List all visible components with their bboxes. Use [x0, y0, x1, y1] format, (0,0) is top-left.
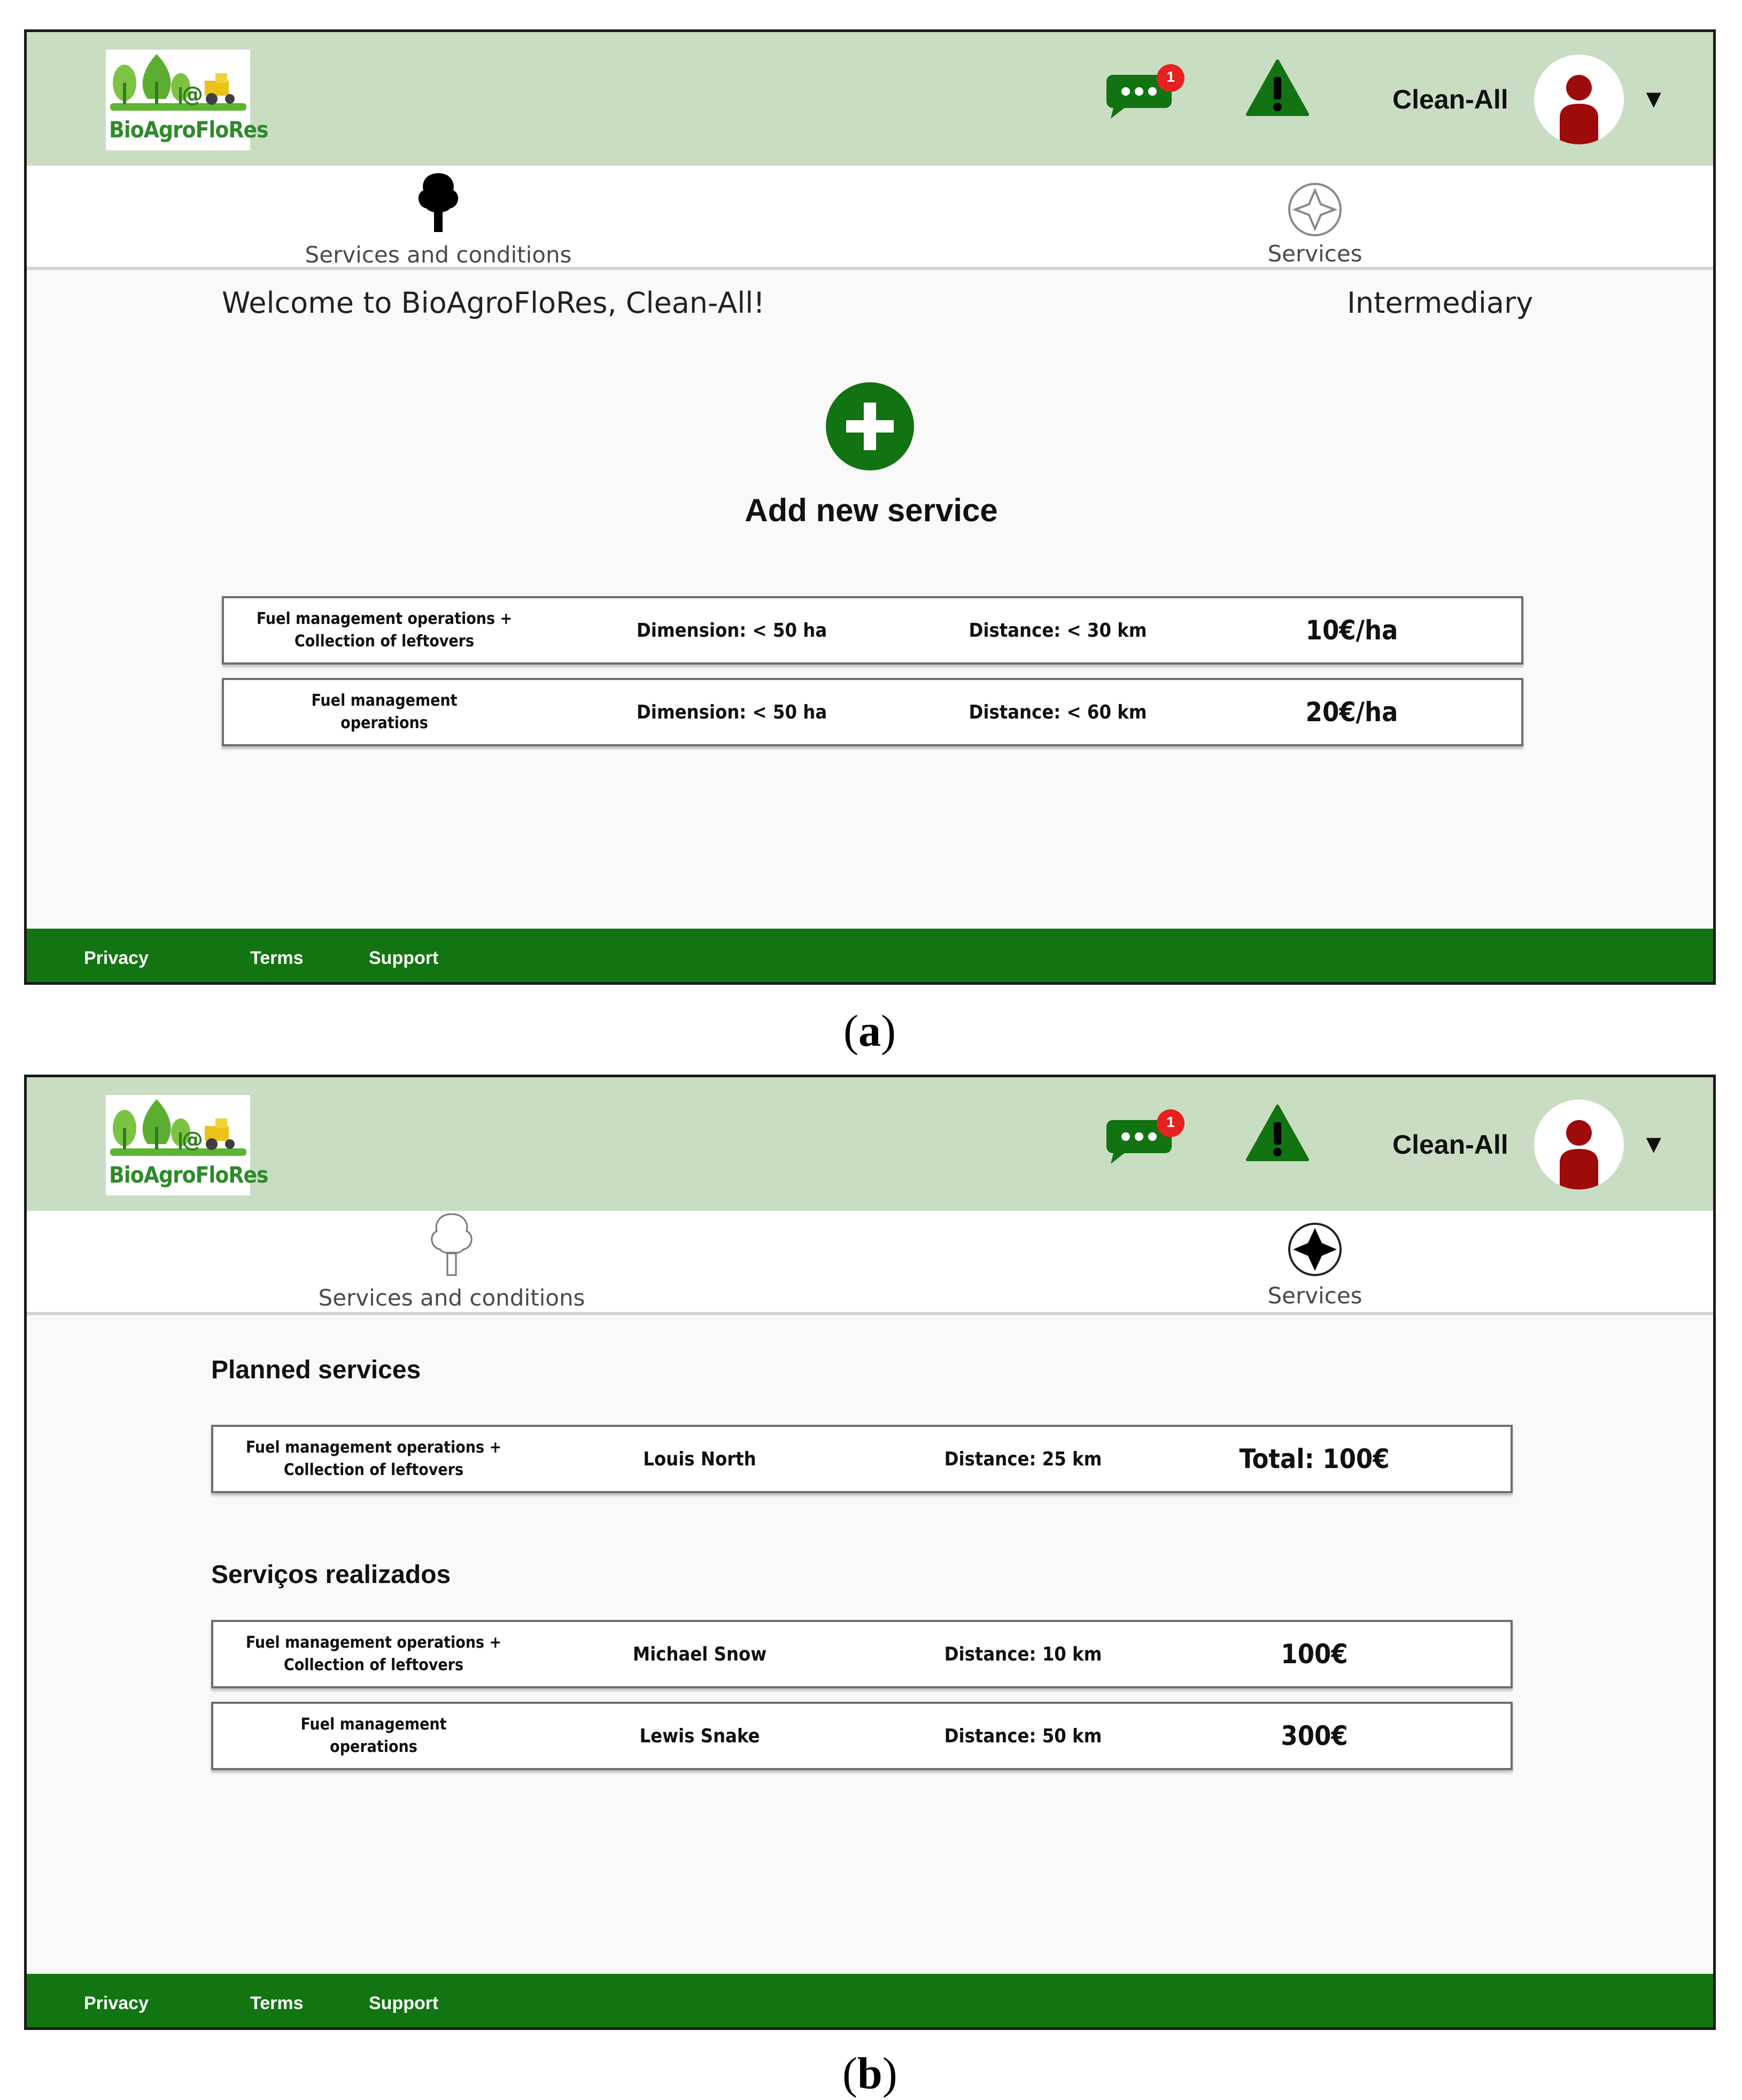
tab-label: Services and conditions	[318, 1285, 585, 1311]
brand-logo[interactable]	[106, 50, 268, 150]
service-price: 300€	[1281, 1720, 1348, 1751]
panel-b	[24, 1075, 1716, 2030]
tab-services-and-conditions[interactable]	[313, 1211, 591, 1311]
service-distance: Distance: < 30 km	[969, 619, 1147, 642]
brand-logo[interactable]	[106, 1095, 268, 1195]
username: Clean-All	[1392, 84, 1508, 114]
svg-text:@: @	[182, 1128, 203, 1152]
tab-services-and-conditions[interactable]	[299, 170, 577, 268]
compass-icon	[1286, 1221, 1344, 1278]
footer-terms-link[interactable]: Terms	[250, 1993, 304, 2013]
tab-services[interactable]	[1251, 181, 1379, 267]
welcome-message: Welcome to BioAgroFloRes, Clean-All!	[222, 286, 765, 320]
planned-services-title: Planned services	[211, 1356, 421, 1384]
footer-support-link[interactable]: Support	[369, 948, 439, 968]
completed-services-title: Serviços realizados	[211, 1561, 451, 1589]
dropdown-caret-icon[interactable]: ▼	[1641, 85, 1667, 113]
service-name: Fuel management operations + Collection of leftovers	[245, 1438, 502, 1479]
user-avatar[interactable]	[1534, 55, 1624, 144]
add-service-button[interactable]	[826, 382, 914, 470]
user-avatar-icon	[1534, 1100, 1624, 1190]
tab-label: Services	[1267, 1283, 1362, 1309]
logo-icon	[106, 1095, 250, 1170]
completed-service-row[interactable]	[211, 1620, 1513, 1688]
message-count-badge: 1	[1166, 1114, 1175, 1130]
app-header	[27, 32, 1713, 166]
chat-icon[interactable]	[1106, 64, 1192, 123]
tab-bar	[27, 166, 1713, 270]
caption-b: (b)	[842, 2049, 897, 2098]
user-avatar-icon	[1534, 55, 1624, 144]
alert-icon[interactable]	[1245, 59, 1310, 117]
service-client: Michael Snow	[632, 1643, 767, 1665]
alert-icon[interactable]	[1245, 1104, 1310, 1162]
logo-text: BioAgroFloRes	[109, 1162, 268, 1188]
service-distance: Distance: < 60 km	[969, 701, 1147, 723]
caption-a: (a)	[843, 1006, 896, 1056]
completed-service-row[interactable]	[211, 1702, 1513, 1770]
service-dimension: Dimension: < 50 ha	[636, 619, 827, 642]
tab-label: Services and conditions	[305, 242, 572, 268]
compass-icon	[1286, 181, 1344, 238]
tree-outline-icon	[425, 1211, 478, 1277]
service-client: Lewis Snake	[639, 1725, 760, 1747]
service-name: Fuel management operations	[300, 1715, 447, 1756]
svg-text:@: @	[182, 82, 203, 107]
service-distance: Distance: 10 km	[944, 1643, 1102, 1665]
service-price: 100€	[1281, 1639, 1348, 1670]
username: Clean-All	[1392, 1130, 1508, 1160]
user-avatar[interactable]	[1534, 1100, 1624, 1190]
service-name: Fuel management operations	[311, 691, 458, 732]
tab-bar	[27, 1211, 1713, 1315]
dropdown-caret-icon[interactable]: ▼	[1641, 1130, 1667, 1159]
tab-services[interactable]	[1251, 1221, 1379, 1309]
service-price: 20€/ha	[1305, 697, 1398, 728]
planned-service-row[interactable]	[211, 1425, 1513, 1493]
footer	[27, 1974, 1713, 2027]
footer-privacy-link[interactable]: Privacy	[84, 1993, 149, 2013]
logo-icon	[106, 50, 250, 125]
footer-terms-link[interactable]: Terms	[250, 948, 304, 968]
service-dimension: Dimension: < 50 ha	[636, 701, 827, 723]
message-count-badge: 1	[1166, 68, 1175, 85]
footer-privacy-link[interactable]: Privacy	[84, 948, 149, 968]
user-role: Intermediary	[1347, 286, 1534, 320]
service-distance: Distance: 25 km	[944, 1448, 1102, 1470]
tab-label: Services	[1267, 241, 1362, 267]
service-price: 10€/ha	[1305, 615, 1398, 646]
service-client: Louis North	[643, 1448, 756, 1470]
logo-text: BioAgroFloRes	[109, 117, 268, 143]
service-total: Total: 100€	[1239, 1443, 1390, 1474]
panel-a	[24, 29, 1716, 985]
service-row[interactable]	[222, 678, 1523, 746]
chat-icon[interactable]	[1106, 1109, 1192, 1168]
tree-icon	[412, 170, 465, 234]
service-name: Fuel management operations + Collection of leftovers	[245, 1633, 502, 1674]
app-header	[27, 1077, 1713, 1211]
service-name: Fuel management operations + Collection of leftovers	[256, 609, 513, 651]
service-distance: Distance: 50 km	[944, 1725, 1102, 1747]
service-row[interactable]	[222, 596, 1523, 665]
add-service-label[interactable]: Add new service	[745, 492, 998, 528]
footer-support-link[interactable]: Support	[369, 1993, 439, 2013]
footer	[27, 929, 1713, 982]
